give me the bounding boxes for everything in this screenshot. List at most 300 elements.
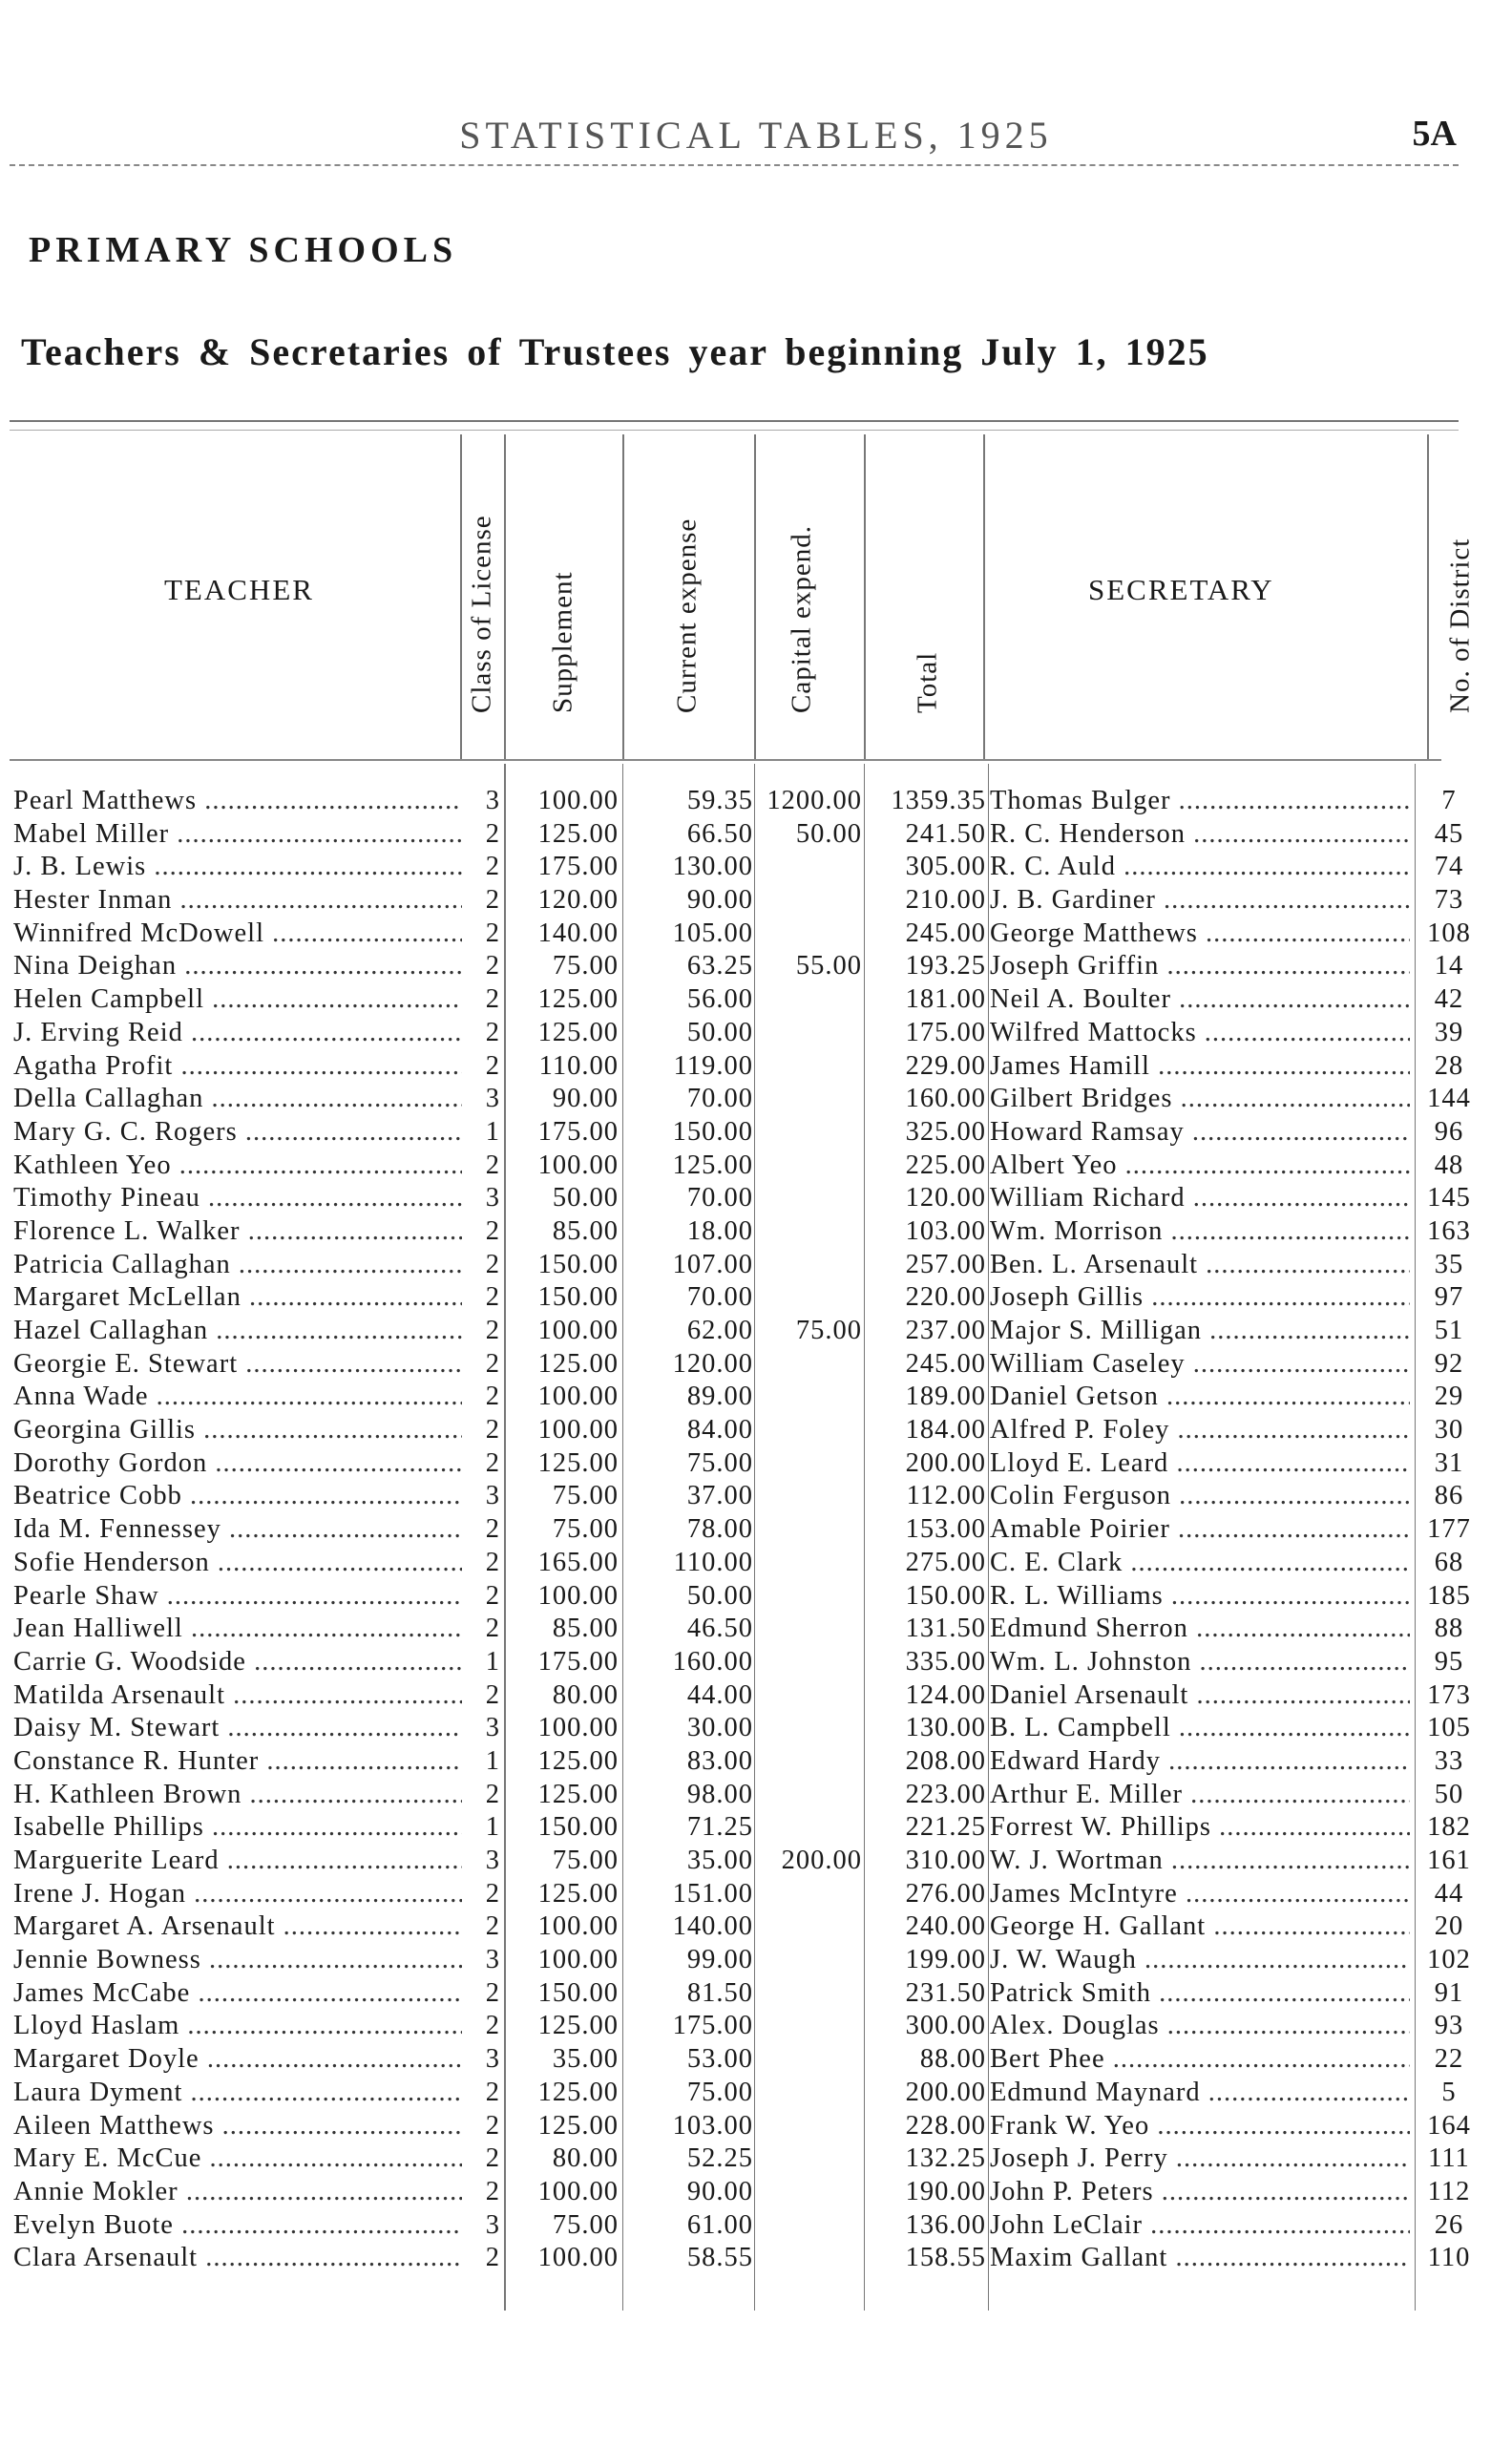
secretary-name: C. E. Clark ..... [990, 1547, 1410, 1580]
total-amount: 132.25 [905, 2143, 986, 2174]
total-amount: 221.25 [905, 1812, 986, 1843]
secretary-name: John P. Peters ..... [990, 2176, 1410, 2209]
table-row [0, 1150, 1512, 1183]
teacher-name: J. B. Lewis ..... [13, 851, 462, 884]
total-amount: 310.00 [905, 1846, 986, 1875]
secretary-name: Edmund Maynard ..... [990, 2077, 1410, 2110]
table-row [0, 1779, 1512, 1812]
top-rule [10, 164, 1459, 166]
supplement-amount: 75.00 [552, 2209, 619, 2240]
current-expense-amount: 63.25 [686, 951, 753, 981]
teacher-name: Agatha Profit ..... [13, 1050, 462, 1084]
class-of-license: 2 [485, 1050, 500, 1081]
current-expense-amount: 70.00 [686, 1084, 753, 1114]
district-number: 97 [1434, 1282, 1464, 1313]
teacher-name: Sofie Henderson ..... [13, 1547, 462, 1580]
secretary-name: Bert Phee ..... [990, 2043, 1410, 2077]
district-number: 88 [1434, 1614, 1464, 1644]
current-expense-amount: 160.00 [672, 1646, 753, 1677]
current-expense-amount: 71.25 [686, 1812, 753, 1843]
class-of-license: 2 [485, 1547, 500, 1577]
table-row [0, 1315, 1512, 1348]
secretary-name: R. L. Williams ..... [990, 1580, 1410, 1614]
current-expense-amount: 150.00 [672, 1116, 753, 1147]
class-of-license: 3 [485, 2044, 500, 2075]
secretary-name: Wm. L. Johnston ..... [990, 1646, 1410, 1679]
total-amount: 210.00 [905, 885, 986, 916]
class-of-license: 2 [485, 2011, 500, 2041]
table-row [0, 1646, 1512, 1679]
secretary-name: Howard Ramsay ..... [990, 1116, 1410, 1150]
total-amount: 325.00 [905, 1116, 986, 1147]
class-of-license: 2 [485, 1249, 500, 1279]
class-of-license: 3 [485, 2209, 500, 2240]
total-amount: 189.00 [905, 1382, 986, 1412]
secretary-name: Arthur E. Miller ..... [990, 1779, 1410, 1812]
page-number: 5A [1412, 114, 1457, 154]
district-number: 74 [1434, 852, 1464, 882]
supplement-amount: 125.00 [537, 1878, 619, 1909]
table-row [0, 2142, 1512, 2176]
current-expense-amount: 18.00 [686, 1215, 753, 1246]
table-row [0, 2077, 1512, 2110]
total-amount: 228.00 [905, 2110, 986, 2141]
class-of-license: 2 [485, 918, 500, 948]
teacher-name: Pearl Matthews ..... [13, 785, 462, 818]
current-expense-amount: 56.00 [686, 984, 753, 1015]
supplement-amount: 125.00 [537, 1779, 619, 1809]
teacher-name: Laura Dyment ..... [13, 2077, 462, 2110]
district-number: 92 [1434, 1348, 1464, 1379]
capital-expend-amount: 55.00 [795, 951, 862, 981]
class-of-license: 2 [485, 951, 500, 981]
secretary-name: Alex. Douglas ..... [990, 2010, 1410, 2043]
teacher-name: Pearle Shaw ..... [13, 1580, 462, 1614]
class-of-license: 2 [485, 984, 500, 1015]
current-expense-amount: 61.00 [686, 2209, 753, 2240]
current-expense-amount: 75.00 [686, 2077, 753, 2107]
teacher-name: James McCabe ..... [13, 1977, 462, 2011]
current-expense-amount: 30.00 [686, 1713, 753, 1743]
current-expense-header: Current expense [671, 517, 703, 713]
class-of-license: 2 [485, 1878, 500, 1909]
supplement-amount: 165.00 [537, 1547, 619, 1577]
supplement-amount: 175.00 [537, 852, 619, 882]
total-amount: 175.00 [905, 1017, 986, 1047]
total-amount: 112.00 [906, 1481, 986, 1511]
current-expense-amount: 58.55 [686, 2243, 753, 2273]
current-expense-amount: 70.00 [686, 1183, 753, 1213]
district-number: 163 [1427, 1215, 1471, 1246]
teacher-name: Timothy Pineau ..... [13, 1182, 462, 1215]
class-of-license: 2 [485, 1580, 500, 1611]
total-amount: 181.00 [905, 984, 986, 1015]
teacher-name: Matilda Arsenault ..... [13, 1679, 462, 1713]
district-number: 102 [1427, 1945, 1471, 1975]
total-amount: 276.00 [905, 1878, 986, 1909]
current-expense-amount: 52.25 [686, 2143, 753, 2174]
class-of-license: 2 [485, 2243, 500, 2273]
teacher-name: Dorothy Gordon ..... [13, 1447, 462, 1481]
class-of-license: 3 [485, 1846, 500, 1875]
teacher-name: Margaret A. Arsenault ..... [13, 1910, 462, 1944]
supplement-amount: 100.00 [537, 786, 619, 815]
district-number: 105 [1427, 1713, 1471, 1743]
secretary-name: J. B. Gardiner ..... [990, 884, 1410, 918]
current-expense-amount: 110.00 [673, 1547, 753, 1577]
teacher-name: Mary E. McCue ..... [13, 2142, 462, 2176]
supplement-amount: 75.00 [552, 1481, 619, 1511]
secretary-name: Daniel Arsenault ..... [990, 1679, 1410, 1713]
teacher-name: Lloyd Haslam ..... [13, 2010, 462, 2043]
table-row [0, 1381, 1512, 1414]
district-number: 20 [1434, 1911, 1464, 1942]
teacher-name: H. Kathleen Brown ..... [13, 1779, 462, 1812]
total-amount: 1359.35 [891, 786, 986, 815]
teacher-name: Carrie G. Woodside ..... [13, 1646, 462, 1679]
class-of-license: 2 [485, 885, 500, 916]
secretary-name: Edward Hardy ..... [990, 1745, 1410, 1779]
table-row [0, 1281, 1512, 1315]
capital-expend-header: Capital expend. [786, 524, 817, 713]
secretary-name: Joseph J. Perry ..... [990, 2142, 1410, 2176]
running-title: STATISTICAL TABLES, 1925 [459, 114, 1053, 157]
supplement-amount: 120.00 [537, 885, 619, 916]
teacher-name: J. Erving Reid ..... [13, 1017, 462, 1050]
teacher-name: Ida M. Fennessey ..... [13, 1513, 462, 1547]
current-expense-amount: 62.00 [686, 1316, 753, 1345]
class-of-license: 2 [485, 2143, 500, 2174]
class-of-license: 2 [485, 1447, 500, 1478]
current-expense-amount: 81.50 [686, 1977, 753, 2008]
table-row [0, 1480, 1512, 1513]
district-number: 86 [1434, 1481, 1464, 1511]
current-expense-amount: 107.00 [672, 1249, 753, 1279]
district-number: 33 [1434, 1745, 1464, 1776]
class-of-license: 2 [485, 1779, 500, 1809]
supplement-amount: 35.00 [552, 2044, 619, 2075]
district-number: 111 [1428, 2143, 1470, 2174]
district-number: 29 [1434, 1382, 1464, 1412]
table-row [0, 1017, 1512, 1050]
table-row [0, 2209, 1512, 2243]
total-amount: 225.00 [905, 1150, 986, 1180]
total-header: Total [912, 651, 943, 713]
secretary-name: Frank W. Yeo ..... [990, 2110, 1410, 2143]
secretary-name: William Caseley ..... [990, 1348, 1410, 1382]
table-row [0, 1116, 1512, 1150]
class-of-license-header: Class of License [466, 515, 497, 713]
current-expense-amount: 99.00 [686, 1945, 753, 1975]
total-amount: 200.00 [905, 2077, 986, 2107]
supplement-amount: 100.00 [537, 2243, 619, 2273]
supplement-amount: 85.00 [552, 1614, 619, 1644]
total-amount: 220.00 [905, 1282, 986, 1313]
secretary-name: Albert Yeo ..... [990, 1150, 1410, 1183]
class-of-license: 2 [485, 2110, 500, 2141]
current-expense-amount: 78.00 [686, 1514, 753, 1545]
supplement-amount: 125.00 [537, 1745, 619, 1776]
supplement-amount: 125.00 [537, 2011, 619, 2041]
class-of-license: 2 [485, 1215, 500, 1246]
current-expense-amount: 125.00 [672, 1150, 753, 1180]
secretary-name: Major S. Milligan ..... [990, 1315, 1410, 1348]
district-number: 182 [1427, 1812, 1471, 1843]
teacher-name: Annie Mokler ..... [13, 2176, 462, 2209]
header-rule-top [10, 420, 1459, 422]
table-row [0, 918, 1512, 951]
teacher-name: Margaret Doyle ..... [13, 2043, 462, 2077]
secretary-name: Wilfred Mattocks ..... [990, 1017, 1410, 1050]
district-number: 161 [1427, 1846, 1471, 1875]
class-of-license: 2 [485, 1382, 500, 1412]
supplement-amount: 90.00 [552, 1084, 619, 1114]
table-row [0, 1613, 1512, 1646]
table-row [0, 1580, 1512, 1614]
teacher-name: Nina Deighan ..... [13, 950, 462, 983]
supplement-amount: 150.00 [537, 1812, 619, 1843]
district-number: 31 [1434, 1447, 1464, 1478]
district-number: 26 [1434, 2209, 1464, 2240]
supplement-amount: 100.00 [537, 1415, 619, 1446]
current-expense-amount: 44.00 [686, 1679, 753, 1710]
district-number: 68 [1434, 1547, 1464, 1577]
secretary-name: R. C. Auld ..... [990, 851, 1410, 884]
total-amount: 130.00 [905, 1713, 986, 1743]
teacher-name: Hazel Callaghan ..... [13, 1315, 462, 1348]
district-number: 73 [1434, 885, 1464, 916]
table-row [0, 1414, 1512, 1447]
table-row [0, 983, 1512, 1017]
secretary-name: Thomas Bulger ..... [990, 785, 1410, 818]
current-expense-amount: 90.00 [686, 885, 753, 916]
secretary-name: Wm. Morrison ..... [990, 1215, 1410, 1249]
table-row [0, 1977, 1512, 2011]
supplement-amount: 80.00 [552, 1679, 619, 1710]
district-number: 144 [1427, 1084, 1471, 1114]
class-of-license: 2 [485, 2077, 500, 2107]
district-number: 173 [1427, 1679, 1471, 1710]
district-number: 14 [1434, 951, 1464, 981]
secretary-name: James Hamill ..... [990, 1050, 1410, 1084]
table-row [0, 1845, 1512, 1878]
teacher-name: Mary G. C. Rogers ..... [13, 1116, 462, 1150]
supplement-amount: 125.00 [537, 984, 619, 1015]
secretary-name: Lloyd E. Leard ..... [990, 1447, 1410, 1481]
supplement-amount: 100.00 [537, 2176, 619, 2206]
current-expense-amount: 37.00 [686, 1481, 753, 1511]
table-row [0, 1447, 1512, 1481]
supplement-amount: 85.00 [552, 1215, 619, 1246]
supplement-amount: 150.00 [537, 1249, 619, 1279]
table-row [0, 1348, 1512, 1382]
district-number: 93 [1434, 2011, 1464, 2041]
teacher-name: Winnifred McDowell ..... [13, 918, 462, 951]
teacher-name: Beatrice Cobb ..... [13, 1480, 462, 1513]
table-row [0, 2110, 1512, 2143]
class-of-license: 2 [485, 1911, 500, 1942]
secretary-name: Ben. L. Arsenault ..... [990, 1249, 1410, 1282]
column-divider [622, 434, 624, 759]
secretary-name: B. L. Campbell ..... [990, 1712, 1410, 1745]
current-expense-amount: 59.35 [686, 786, 753, 815]
district-number: 45 [1434, 818, 1464, 849]
teacher-name: Irene J. Hogan ..... [13, 1878, 462, 1911]
current-expense-amount: 83.00 [686, 1745, 753, 1776]
secretary-name: Forrest W. Phillips ..... [990, 1811, 1410, 1845]
supplement-amount: 100.00 [537, 1316, 619, 1345]
total-amount: 131.50 [905, 1614, 986, 1644]
table-row [0, 1182, 1512, 1215]
secretary-name: Joseph Gillis ..... [990, 1281, 1410, 1315]
supplement-amount: 110.00 [538, 1050, 619, 1081]
column-divider [754, 434, 756, 759]
total-amount: 190.00 [905, 2176, 986, 2206]
total-amount: 160.00 [905, 1084, 986, 1114]
district-number: 108 [1427, 918, 1471, 948]
district-number: 39 [1434, 1017, 1464, 1047]
total-amount: 184.00 [905, 1415, 986, 1446]
supplement-amount: 100.00 [537, 1580, 619, 1611]
teacher-name: Jennie Bowness ..... [13, 1944, 462, 1977]
district-number: 5 [1441, 2077, 1457, 2107]
district-number: 110 [1427, 2243, 1471, 2273]
secretary-name: Colin Ferguson ..... [990, 1480, 1410, 1513]
current-expense-amount: 53.00 [686, 2044, 753, 2075]
class-of-license: 1 [485, 1646, 500, 1677]
district-number: 44 [1434, 1878, 1464, 1909]
district-number: 30 [1434, 1415, 1464, 1446]
class-of-license: 2 [485, 1150, 500, 1180]
current-expense-amount: 103.00 [672, 2110, 753, 2141]
total-amount: 245.00 [905, 918, 986, 948]
current-expense-amount: 151.00 [672, 1878, 753, 1909]
teacher-name: Helen Campbell ..... [13, 983, 462, 1017]
table-subtitle: Teachers & Secretaries of Trustees year beginning July 1, 1925 [21, 330, 1209, 373]
total-amount: 229.00 [905, 1050, 986, 1081]
current-expense-amount: 140.00 [672, 1911, 753, 1942]
current-expense-amount: 90.00 [686, 2176, 753, 2206]
table-row [0, 1249, 1512, 1282]
teacher-name: Georgie E. Stewart ..... [13, 1348, 462, 1382]
column-divider [864, 434, 866, 759]
table-row [0, 1679, 1512, 1713]
secretary-name: George Matthews ..... [990, 918, 1410, 951]
secretary-name: Gilbert Bridges ..... [990, 1083, 1410, 1116]
class-of-license: 2 [485, 1514, 500, 1545]
teacher-name: Margaret McLellan ..... [13, 1281, 462, 1315]
district-number: 42 [1434, 984, 1464, 1015]
total-amount: 124.00 [905, 1679, 986, 1710]
class-of-license: 1 [485, 1812, 500, 1843]
secretary-name: Patrick Smith ..... [990, 1977, 1410, 2011]
district-number: 35 [1434, 1249, 1464, 1279]
current-expense-amount: 46.50 [686, 1614, 753, 1644]
class-of-license: 2 [485, 818, 500, 849]
secretary-name: W. J. Wortman ..... [990, 1845, 1410, 1878]
class-of-license: 2 [485, 1415, 500, 1446]
total-amount: 88.00 [919, 2044, 986, 2075]
secretary-name: Alfred P. Foley ..... [990, 1414, 1410, 1447]
district-number: 50 [1434, 1779, 1464, 1809]
class-of-license: 1 [485, 1745, 500, 1776]
current-expense-amount: 89.00 [686, 1382, 753, 1412]
supplement-amount: 150.00 [537, 1977, 619, 2008]
table-row [0, 785, 1512, 818]
teacher-name: Constance R. Hunter ..... [13, 1745, 462, 1779]
table-row [0, 2043, 1512, 2077]
total-amount: 199.00 [905, 1945, 986, 1975]
capital-expend-amount: 200.00 [781, 1846, 862, 1875]
current-expense-amount: 50.00 [686, 1580, 753, 1611]
total-amount: 208.00 [905, 1745, 986, 1776]
teacher-name: Daisy M. Stewart ..... [13, 1712, 462, 1745]
supplement-amount: 125.00 [537, 2110, 619, 2141]
class-of-license: 2 [485, 1679, 500, 1710]
district-number: 177 [1427, 1514, 1471, 1545]
current-expense-amount: 35.00 [686, 1846, 753, 1875]
teacher-name: Marguerite Leard ..... [13, 1845, 462, 1878]
current-expense-amount: 98.00 [686, 1779, 753, 1809]
secretary-name: Joseph Griffin ..... [990, 950, 1410, 983]
column-divider [983, 434, 985, 759]
total-amount: 153.00 [905, 1514, 986, 1545]
current-expense-amount: 120.00 [672, 1348, 753, 1379]
current-expense-amount: 70.00 [686, 1282, 753, 1313]
district-number: 7 [1441, 786, 1457, 815]
table-row [0, 950, 1512, 983]
total-amount: 335.00 [905, 1646, 986, 1677]
teacher-name: Jean Halliwell ..... [13, 1613, 462, 1646]
table-row [0, 1083, 1512, 1116]
district-number: 28 [1434, 1050, 1464, 1081]
capital-expend-amount: 1200.00 [766, 786, 862, 815]
total-amount: 158.55 [905, 2243, 986, 2273]
capital-expend-amount: 50.00 [795, 818, 862, 849]
class-of-license: 2 [485, 2176, 500, 2206]
table-row [0, 1944, 1512, 1977]
class-of-license: 3 [485, 1713, 500, 1743]
district-number: 112 [1427, 2176, 1471, 2206]
current-expense-amount: 119.00 [673, 1050, 753, 1081]
table-row [0, 884, 1512, 918]
total-amount: 150.00 [905, 1580, 986, 1611]
current-expense-amount: 175.00 [672, 2011, 753, 2041]
secretary-name: James McIntyre ..... [990, 1878, 1410, 1911]
running-head [0, 113, 1512, 157]
teacher-name: Patricia Callaghan ..... [13, 1249, 462, 1282]
district-number: 145 [1427, 1183, 1471, 1213]
total-amount: 257.00 [905, 1249, 986, 1279]
table-row [0, 1745, 1512, 1779]
supplement-amount: 100.00 [537, 1382, 619, 1412]
table-row [0, 1878, 1512, 1911]
teacher-name: Della Callaghan ..... [13, 1083, 462, 1116]
teacher-name: Florence L. Walker ..... [13, 1215, 462, 1249]
total-amount: 200.00 [905, 1447, 986, 1478]
total-amount: 300.00 [905, 2011, 986, 2041]
total-amount: 103.00 [905, 1215, 986, 1246]
teacher-name: Kathleen Yeo ..... [13, 1150, 462, 1183]
teacher-name: Hester Inman ..... [13, 884, 462, 918]
teacher-name: Evelyn Buote ..... [13, 2209, 462, 2243]
table-row [0, 1513, 1512, 1547]
teacher-name: Georgina Gillis ..... [13, 1414, 462, 1447]
total-amount: 193.25 [905, 951, 986, 981]
table-row [0, 1910, 1512, 1944]
header-rule-bottom [10, 759, 1441, 761]
secretary-name: Edmund Sherron ..... [990, 1613, 1410, 1646]
